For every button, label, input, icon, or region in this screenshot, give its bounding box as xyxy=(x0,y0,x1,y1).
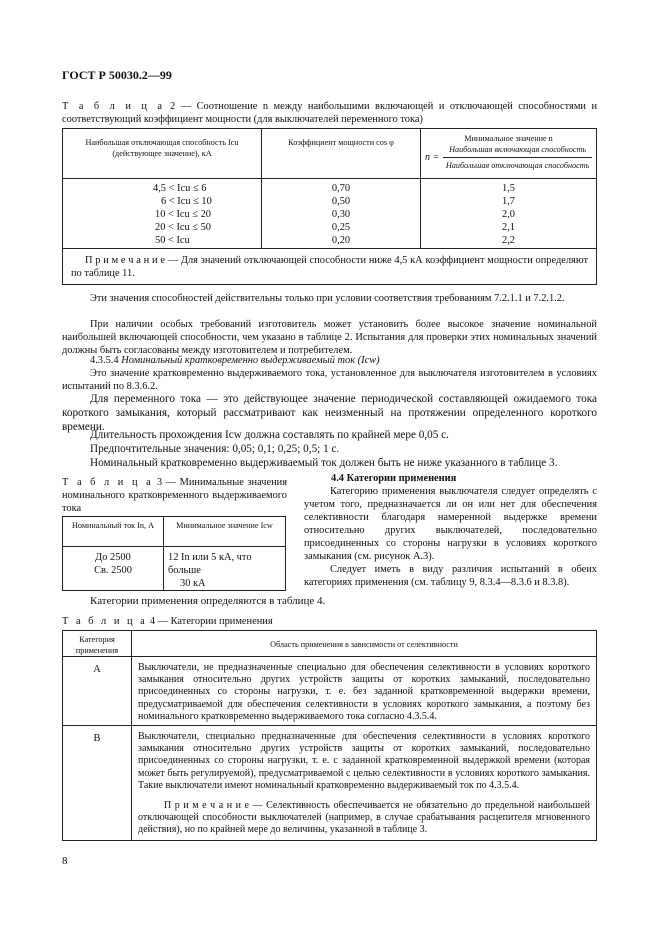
table4 xyxy=(62,630,597,841)
table2-caption-block xyxy=(62,100,597,126)
paragraph: При наличии особых требований изготовитель может установить более высокое значение номинальной наибольшей включающей способности, чем указано в таблице 2. Испытания для проверки этих номинальных значений должны быть согласованы между изготовителем и потребителем. xyxy=(62,319,597,356)
paragraph: Эти значения способностей действительны только при условии соответствия требованиям 7.2.1.1 и 7.2.1.2. xyxy=(90,293,565,304)
table2-caption: 2 — Соотношение n между наибольшими включающей и отключающей способностями и соответствующий коэффициент мощности (для выключателей переменного тока) xyxy=(62,101,598,125)
table3-caption-prefix: Т а б л и ц а xyxy=(62,477,154,488)
table2-row-n: 2,0 xyxy=(502,209,515,220)
table4-col1-header: Категория применения xyxy=(63,631,132,657)
section-44-paragraph: Следует иметь в виду различия испытаний в обеих категориях применения (см. таблицу 9, 8.3.4—8.3.6 и 8.3.8). xyxy=(304,564,597,588)
table4-caption: 4 — Категории применения xyxy=(149,616,273,627)
paragraph: Это значение кратковременно выдерживаемого тока, установленное для выключателя изготовителем в условиях испытаний по 8.3.6.2. xyxy=(62,368,597,392)
table3-col2-values xyxy=(164,547,286,591)
table2-row-cos: 0,30 xyxy=(331,209,351,220)
table2-row-n: 1,7 xyxy=(502,196,515,207)
section-number: 4.3.5.4 xyxy=(90,355,119,366)
table2-row-cos: 0,20 xyxy=(331,235,351,246)
table2-col3-top: Минимальное значение n xyxy=(464,134,553,143)
page-number: 8 xyxy=(62,855,68,867)
table2-row-n: 1,5 xyxy=(502,183,515,194)
table3-col2-header: Минимальное значение Icw xyxy=(164,517,286,547)
table3-col1-header: Номинальный ток In, А xyxy=(63,517,164,547)
table4-description: Выключатели, не предназначенные специально для обеспечения селективности в условиях короткого замыкания относительно других устройств защиты от коротких замыканий, последовательно присоединенных со стороны нагрузки, т. е. без заданной кратковременной выдержки времени, предусматриваемой для обеспечения селективности в условиях короткого замыкания, а поэтому без номинального кратковременно выдерживаемого тока согласно 4.3.5.4. xyxy=(132,657,597,726)
paragraph: Длительность прохождения Icw должна составлять по крайней мере 0,05 с. xyxy=(90,429,449,441)
section-44-title: 4.4 Категории применения xyxy=(331,473,457,484)
table2-row-range: 50 < Icu xyxy=(155,235,190,246)
table3-value: 30 кА xyxy=(180,578,206,589)
table2-n-label: n = xyxy=(425,152,440,163)
table4-col2-header: Область применения в зависимости от селективности xyxy=(132,631,597,657)
table4-caption-block xyxy=(62,615,597,628)
table2-caption-prefix: Т а б л и ц а xyxy=(62,101,165,112)
table3-col1-values xyxy=(63,547,164,591)
table2-fraction-num: Наибольшая включающая способность xyxy=(443,144,592,158)
table4-caption-prefix: Т а б л и ц а xyxy=(62,616,148,627)
table3-caption-block xyxy=(62,476,287,515)
table4-category: А xyxy=(63,657,132,726)
table2-row-cos: 0,25 xyxy=(331,222,351,233)
document-header: ГОСТ Р 50030.2—99 xyxy=(62,68,172,82)
table2-row-range: 10 < Icu ≤ 20 xyxy=(155,209,212,220)
table2-col3-header xyxy=(421,129,597,179)
table2 xyxy=(62,128,597,285)
paragraph: Для переменного тока — это действующее значение периодической составляющей ожидаемого тока короткого замыкания, который рассматривают как неизменный на протяжении определенного короткого времени. xyxy=(62,393,597,433)
table3 xyxy=(62,516,286,591)
table2-row-range: 6 < Icu ≤ 10 xyxy=(161,196,212,207)
table2-row-n: 2,2 xyxy=(502,235,515,246)
table3-value: Св. 2500 xyxy=(94,565,132,576)
table2-row-n: 2,1 xyxy=(502,222,515,233)
table2-col3-values xyxy=(421,179,597,249)
table2-fraction-den: Наибольшая отключающая способность xyxy=(445,161,590,170)
table2-col1-values xyxy=(63,179,262,249)
table3-value: До 2500 xyxy=(95,552,131,563)
table4-category: В xyxy=(63,726,132,841)
section-title: Номинальный кратковременно выдерживаемый ток (Icw) xyxy=(121,355,380,366)
table2-row-range: 4,5 < Icu ≤ 6 xyxy=(153,183,207,194)
section-44-paragraph: Категорию применения выключателя следует определять с учетом того, предназначается ли он или нет для обеспечения селективности благодаря намеренной выдержке времени относительно других выключателей, последовательно присоединенных со стороны нагрузки в условиях короткого замыкания (см. рисунок А.3). xyxy=(304,486,597,562)
table2-note: П р и м е ч а н и е — Для значений отключающей способности ниже 4,5 кА коэффициент мощности определяют по таблице 11. xyxy=(63,249,597,285)
table4-note: П р и м е ч а н и е — Селективность обеспечивается не обязательно до предельной наибольшей отключающей способности выключателей (например, в случае срабатывания расцепителя мгновенного действия), но по крайней мере до величины, указанной в таблице 3. xyxy=(138,800,590,836)
table2-col2-values xyxy=(262,179,421,249)
paragraph: Категории применения определяются в таблице 4. xyxy=(90,595,326,607)
table2-row-cos: 0,50 xyxy=(331,196,351,207)
table3-value: 12 In или 5 кА, что больше xyxy=(168,552,252,576)
paragraph: Предпочтительные значения: 0,05; 0,1; 0,25; 0,5; 1 с. xyxy=(90,443,340,455)
table4-description: Выключатели, специально предназначенные для обеспечения селективности в условиях короткого замыкания относительно других устройств защиты от коротких замыканий, последовательно присоединенных со стороны нагрузки, т. е. с заданной кратковременной выдержкой времени (которая может быть регулируемой), предусматриваемой с целью селективности в условиях короткого замыкания. Такие выключатели имеют номинальный кратковременно выдерживаемый ток по 4.3.5.4. xyxy=(138,731,590,791)
table2-row-cos: 0,70 xyxy=(331,183,351,194)
table2-col1-header: Наибольшая отключающая способность Icu (действующее значение), кА xyxy=(63,129,262,179)
section-4354-heading xyxy=(90,354,597,367)
table2-row-range: 20 < Icu ≤ 50 xyxy=(155,222,212,233)
table2-col2-header: Коэффициент мощности cos φ xyxy=(262,129,421,179)
paragraph: Номинальный кратковременно выдерживаемый ток должен быть не ниже указанного в таблице 3. xyxy=(90,457,558,469)
table4-description-cell xyxy=(132,726,597,841)
table3-caption: 3 — Минимальные значения номинального кратковременного выдерживаемого тока xyxy=(62,477,287,514)
